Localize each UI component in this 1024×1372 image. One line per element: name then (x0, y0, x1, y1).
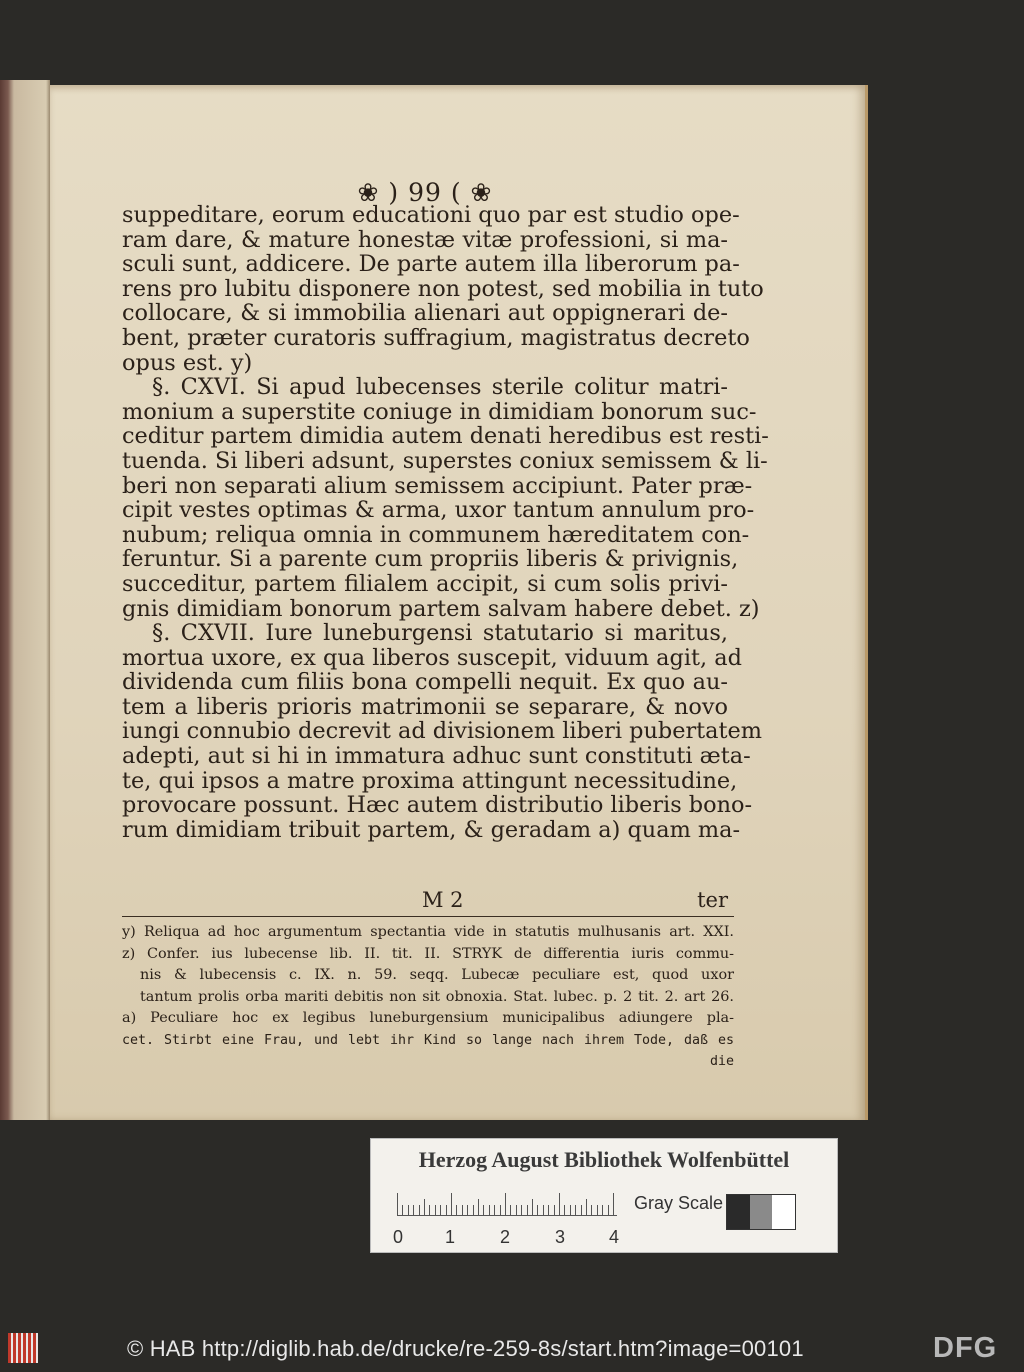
text-line: opus est. y) (122, 349, 253, 376)
ruler-tick (408, 1205, 409, 1215)
ruler-tick (548, 1205, 549, 1215)
scale-number: 0 (393, 1227, 404, 1247)
library-name: Herzog August Bibliothek Wolfenbüttel (418, 1147, 790, 1172)
text-line: beri non separati alium semissem accipiunt. Pater præ- (122, 472, 753, 499)
text-line: feruntur. Si a parente cum propriis liberis & privignis, (122, 546, 739, 573)
ruler-tick (451, 1193, 452, 1215)
text-line: tem a liberis prioris matrimonii se separare, & novo (122, 693, 728, 720)
signature-row (122, 888, 728, 914)
text-line: ram dare, & mature honestæ vitæ professioni, si ma- (122, 226, 728, 253)
adjacent-page-edge (0, 80, 50, 1120)
text-line: suppeditare, eorum educationi quo par est studio ope- (122, 202, 740, 228)
gray-scale-label: Gray Scale (634, 1193, 724, 1213)
scale-number: 1 (445, 1227, 456, 1247)
ruler-tick (440, 1205, 441, 1215)
text-line: dividenda cum filiis bona compelli nequit. Ex quo au- (122, 669, 728, 696)
ruler-tick (554, 1205, 555, 1215)
footnote-line: z) Confer. ius lubecense lib. II. tit. II. STRYK de differentia iuris commu- (122, 945, 734, 962)
text-line: rum dimidiam tribuit partem, & geradam a) quam ma- (122, 816, 741, 843)
text-line: sculi sunt, addicere. De parte autem illa liberorum pa- (122, 251, 740, 278)
ruler-tick (570, 1205, 571, 1215)
ruler-tick (435, 1205, 436, 1215)
scale-number: 3 (555, 1227, 566, 1247)
text-line: provocare possunt. Hæc autem distributio liberis bono- (122, 792, 753, 819)
ruler-tick (397, 1193, 398, 1215)
ruler-tick (483, 1205, 484, 1215)
scale-number: 2 (500, 1227, 511, 1247)
ruler-tick (521, 1205, 522, 1215)
ruler-tick (456, 1205, 457, 1215)
footer-link[interactable]: © HAB http://diglib.hab.de/drucke/re-259-8s/start.htm?image=00101 (127, 1336, 804, 1361)
ruler-tick (591, 1205, 592, 1215)
footnote-rule (122, 916, 734, 917)
footnote-line: die (709, 1054, 734, 1069)
ruler-tick (516, 1205, 517, 1215)
gray-patch (772, 1195, 795, 1229)
footnote-line: a) Peculiare hoc ex legibus luneburgensium municipalibus adiungere pla- (122, 1010, 734, 1026)
footnote-line: cet. Stirbt eine Frau, und lebt ihr Kind so lange nach ihrem Tode, daß es (122, 1032, 734, 1048)
text-line: iungi connubio decrevit ad divisionem liberi pubertatem (122, 718, 763, 745)
text-line: succeditur, partem filialem accipit, si cum solis privi- (122, 570, 728, 597)
text-line: cipit vestes optimas & arma, uxor tantum annulum pro- (122, 497, 755, 524)
scale-number: 4 (609, 1227, 620, 1247)
footnote-line: y) Reliqua ad hoc argumentum spectantia vide in statutis mulhusanis art. XXI. (122, 924, 734, 940)
ruler-tick (424, 1199, 425, 1215)
text-line: te, qui ipsos a matre proxima attingunt necessitudine, (122, 767, 738, 794)
ruler-tick (489, 1205, 490, 1215)
main-text (122, 202, 769, 843)
text-line: adepti, aut si hi in immatura adhuc sunt constituti æta- (122, 743, 751, 770)
ruler-tick (559, 1193, 560, 1215)
ruler-tick (446, 1205, 447, 1215)
page-number-header: ❀ ) 99 ( ❀ (357, 178, 493, 207)
signature-mark: M 2 (422, 888, 464, 912)
ruler-tick (575, 1205, 576, 1215)
footer-bar (0, 1325, 1024, 1372)
ruler-tick (478, 1199, 479, 1215)
text-line: §. CXVI. Si apud lubecenses sterile colitur matri- (152, 374, 728, 401)
ruler-tick (429, 1205, 430, 1215)
ruler-tick (473, 1205, 474, 1215)
footnote-line: nis & lubecensis c. IX. n. 59. seqq. Lubecæ peculiare est, quod uxor (140, 967, 734, 983)
text-line: tuenda. Si liberi adsunt, superstes coniux semissem & li- (122, 447, 768, 474)
text-line: mortua uxore, ex qua liberos suscepit, viduum agit, ad (122, 644, 742, 671)
ruler-baseline (397, 1215, 617, 1216)
ruler-tick (597, 1205, 598, 1215)
ruler-tick (537, 1205, 538, 1215)
text-line: gnis dimidiam bonorum partem salvam habere debet. z) (122, 595, 760, 622)
ruler-tick (413, 1205, 414, 1215)
catchword: ter (697, 888, 728, 912)
text-line: bent, præter curatoris suffragium, magistratus decreto (122, 324, 750, 351)
text-line: collocare, & si immobilia alienari aut oppignerari de- (122, 300, 728, 327)
text-line: §. CXVII. Iure luneburgensi statutario si maritus, (152, 620, 728, 647)
ruler-tick (500, 1205, 501, 1215)
ruler-tick (510, 1205, 511, 1215)
text-line: monium a superstite coniuge in dimidiam bonorum suc- (122, 398, 757, 425)
ruler-tick (505, 1193, 506, 1215)
ruler-tick (462, 1205, 463, 1215)
ruler-tick (586, 1199, 587, 1215)
color-calibration-card (370, 1138, 838, 1253)
ruler-tick (608, 1205, 609, 1215)
ruler-tick (532, 1199, 533, 1215)
gray-patch (750, 1195, 773, 1229)
text-line: rens pro lubitu disponere non potest, sed mobilia in tuto (122, 275, 764, 302)
gray-scale-swatch (726, 1194, 796, 1230)
ruler-tick (494, 1205, 495, 1215)
gray-patch (727, 1195, 750, 1229)
footnote-line: tantum prolis orba mariti debitis non sit obnoxia. Stat. lubec. p. 2 tit. 2. art 26. (140, 988, 734, 1005)
ruler-scale (397, 1189, 617, 1219)
ruler-tick (467, 1205, 468, 1215)
barcode-icon (8, 1333, 38, 1363)
footnotes (122, 922, 734, 1073)
ruler-tick (564, 1205, 565, 1215)
ruler-tick (419, 1205, 420, 1215)
ruler-tick (527, 1205, 528, 1215)
text-line: ceditur partem dimidia autem denati heredibus est resti- (122, 423, 769, 450)
ruler-tick (402, 1205, 403, 1215)
ruler-tick (543, 1205, 544, 1215)
dfg-logo: DFG (933, 1332, 998, 1364)
text-line: nubum; reliqua omnia in communem hæreditatem con- (122, 521, 750, 548)
ruler-tick (602, 1205, 603, 1215)
ruler-tick (581, 1205, 582, 1215)
ruler-tick (613, 1193, 614, 1215)
